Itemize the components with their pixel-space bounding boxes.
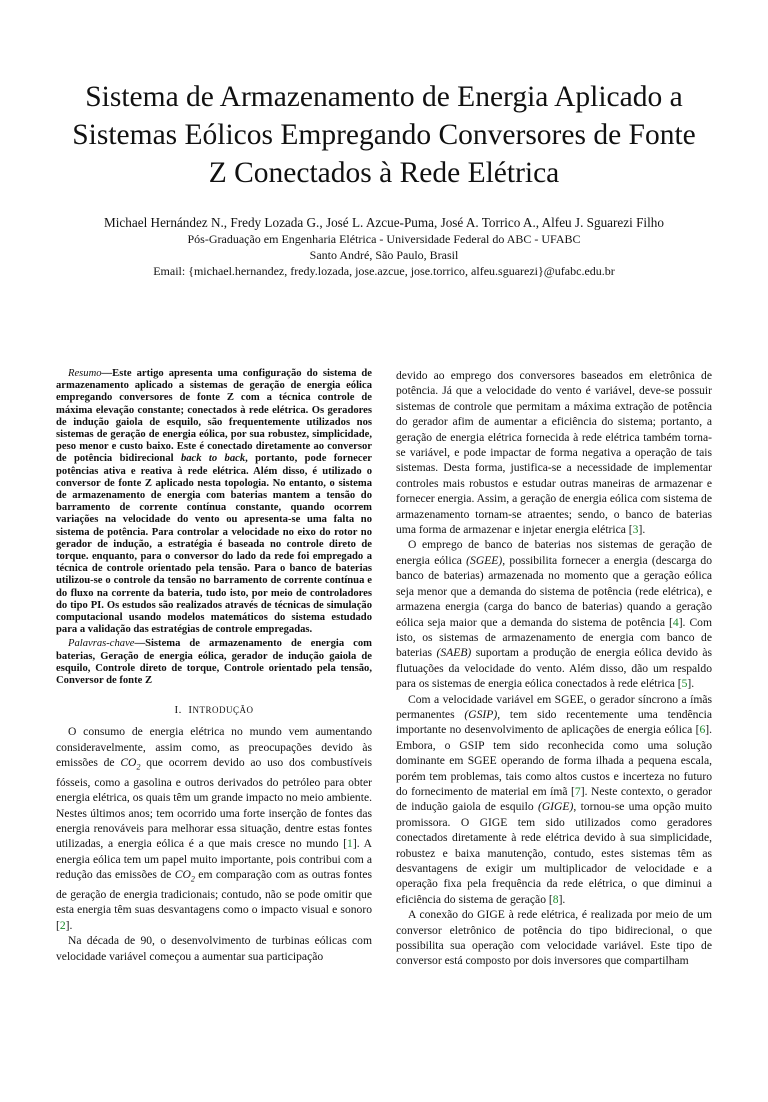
left-column <box>56 368 372 969</box>
formula-sub: 2 <box>190 874 195 884</box>
section-title-first: I <box>188 704 193 717</box>
text-run: ]. Neste contexto, o gerador de indução gaiola de esquilo <box>396 784 712 814</box>
abstract-text-1: —Este artigo apresenta uma configuração do sistema de armazenamento aplicado a sistemas de geração de energia eólica empregando conversores de fonte Z com a técnica controle de máxima elevação constante; conectados à rede elétrica. Os geradores de indução gaiola de esquilo, são frequentemente utilizados nos sistemas de geração de energia eólica, por sua robustez, simplicidade, peso menor e custo baixo. Este é conectado diretamente ao conversor de potência bidirecional <box>56 368 372 465</box>
keywords <box>56 638 372 687</box>
formula-sub: 2 <box>136 762 141 772</box>
text-run: devido ao emprego dos conversores baseados em eletrônica de potência. Já que a velocidade do vento é variável, deve-se possuir sistemas de controle que permitam a máxima extração de potência do gerador afim de aumentar a eficiência do sistema; portanto, a geração de energia elétrica fornecida à rede elétrica também torna-se variável, e pode impactar de forma negativa a operação de tais sistemas. Desta forma, justifica-se a necessidade de implementar controles mais robustos e estudar outras maneiras de armazenar e fornecer energia. Assim, a geração de energia eólica com sistema de armazenamento tornam-se atraentes; sendo, o banco de baterias uma forma de armazenar e injetar energia elétrica [ <box>396 369 712 537</box>
citation-link[interactable]: 6 <box>699 723 706 737</box>
acronym: (GSIP) <box>464 707 498 721</box>
text-run: Com a velocidade variável em SGEE, o gerador síncrono a ímãs permanentes <box>396 692 712 721</box>
text-run: , possibilita fornecer a energia (descarga do banco de baterias) armazenada no momento que a geração eólica seja menor que a demanda do sistema de potência (rede elétrica), e armazena energia (carga do banco de baterias) quando a geração eólica seja maior que a demanda do sistema de potência [ <box>396 553 712 629</box>
keywords-text: —Sistema de armazenamento de energia com baterias, Geração de energia eólica, gerador de indução gaiola de esquilo, Controle direto de torque, Controle orientado pela tensão, Conversor de fonte Z <box>56 638 372 687</box>
acronym: (GIGE) <box>537 800 574 814</box>
text-run: O emprego de banco de baterias nos sistemas de geração de energia eólica <box>396 538 712 567</box>
intro-paragraph-4 <box>396 692 712 908</box>
affiliation-email: Email: {michael.hernandez, fredy.lozada, jose.azcue, jose.torrico, alfeu.sguarezi}@ufabc.edu.br <box>153 264 615 278</box>
formula-base: CO <box>174 868 191 882</box>
text-run: ]. <box>638 523 646 537</box>
co2-formula <box>120 756 141 772</box>
text-run: que ocorrem devido ao uso dos combustíveis fósseis, como a gasolina e outros derivados do petróleo para obter energia elétrica, os quais têm um grande impacto no meio ambiente. Nestes últimos anos; tem ocorrido uma forte inserção de fontes das energia renováveis para melhorar essa situação, dentre estas fontes utilizadas, a energia eólica é a que mais cresce no mundo [ <box>56 756 372 851</box>
text-run: ]. A energia eólica tem um papel muito importante, pois contribui com a redução das emissões de <box>56 837 372 882</box>
author-list: Michael Hernández N., Fredy Lozada G., José L. Azcue-Puma, José A. Torrico A., Alfeu J. Sguarezi Filho <box>104 215 664 230</box>
section-heading-introduction <box>56 704 372 716</box>
section-numeral: I. <box>174 704 182 717</box>
acronym: (SAEB) <box>436 646 472 660</box>
paper-title <box>56 78 712 192</box>
paper-page <box>0 78 768 1102</box>
text-run: , tornou-se uma opção muito promissora. O GIGE tem sido utilizados como geradores conectados diretamente à rede elétrica devido à sua simplicidade, robustez e baixa manutenção, contudo, estes sistemas têm as desvantagens de exigir um multiplicador de velocidade e a operação fixa pela frequência da rede elétrica, o que diminui a eficiência do sistema de geração [ <box>396 800 712 906</box>
intro-paragraph-2: Na década de 90, o desenvolvimento de turbinas eólicas com velocidade variável começou a aumentar sua participação <box>56 934 372 963</box>
intro-paragraph-5: A conexão do GIGE à rede elétrica, é realizada por meio de um conversor eletrônico de potência do tipo bidirecional, o que possibilita sua operação com velocidade variável. Este tipo de conversor está composto por dois inversores que compartilham <box>396 908 712 968</box>
abstract <box>56 368 372 636</box>
text-run: ]. <box>558 892 566 906</box>
text-run: ]. Com isto, os sistemas de armazenamento de energia com banco de baterias <box>396 615 712 660</box>
text-run: ]. Embora, o GSIP tem sido reconhecida como uma solução dominante em SGEE operando de forma ilhada a pequena escala, porém tem problemas, tais como altos custos e incerteza no futuro do fornecimento de material em ímã [ <box>396 723 712 798</box>
abstract-text-2: , portanto, pode fornecer potências ativa e reativa à rede elétrica. Além disso, é utilizado o conversor de fonte Z aplicado nesta topologia. No entanto, o sistema de armazenamento de energia com baterias mantem a tensão do barramento de corrente contínua constante, quando ocorrem variações na velocidade do vento ou apresenta-se uma falta no sistema de potência. Para controlar a velocidade no eixo do rotor no gerador de indução, a estratégia é baseada no controle direto de torque. enquanto, para o conversor do lado da rede foi empregado a técnica de controle orientado pela tensão. Para o banco de baterias utilizou-se o controle da tensão no barramento de corrente contínua e do fluxo na corrente da bateria, tudo isto, por meio de controladores do tipo PI. Os estudos são realizados através de técnicas de simulação computacional usando modelos matemáticos do sistema estudado para a validação das estratégias de controle empregadas. <box>56 453 372 636</box>
text-run: suportam a produção de energia eólica devido às flutuações da velocidade do vento. Além disso, dão um respaldo para os sistemas de energia eólica conectados à rede elétrica [ <box>396 646 712 691</box>
affiliation-dept: Pós-Graduação em Engenharia Elétrica - Universidade Federal do ABC - UFABC <box>187 232 581 246</box>
citation-link[interactable]: 7 <box>574 784 581 798</box>
title-line-3: Z Conectados à Rede Elétrica <box>208 157 560 189</box>
title-line-1: Sistema de Armazenamento de Energia Aplicado a <box>85 81 683 113</box>
intro-paragraph-3 <box>396 537 712 691</box>
acronym: (SGEE) <box>466 553 503 567</box>
abstract-label: Resumo <box>68 368 102 379</box>
abstract-italic-term: back to back <box>180 453 246 465</box>
text-run: , tem sido recentemente uma tendência importante no desenvolvimento de aplicações de energia eólica [ <box>396 707 712 737</box>
text-run: em comparação com as outras fontes de geração de energia tradicionais; contudo, não se pode omitir que esta energia têm suas desvantagens como o impacto visual e sonoro [ <box>56 868 372 932</box>
co2-formula <box>174 868 195 884</box>
keywords-label: Palavras-chave <box>68 638 135 650</box>
right-column <box>396 368 712 969</box>
title-line-2: Sistemas Eólicos Empregando Conversores de Fonte <box>72 119 696 151</box>
citation-link[interactable]: 3 <box>632 523 639 537</box>
citation-link[interactable]: 8 <box>552 892 559 906</box>
intro-paragraph-2-cont <box>396 368 712 537</box>
text-run: ]. <box>65 918 73 932</box>
citation-link[interactable]: 5 <box>681 677 688 691</box>
formula-base: CO <box>120 756 137 770</box>
text-run: ]. <box>687 677 695 691</box>
citation-link[interactable]: 1 <box>347 837 353 851</box>
text-run: O consumo de energia elétrica no mundo vem aumentando consideravelmente, assim como, as preocupações devido às emissões de <box>56 725 372 770</box>
citation-link[interactable]: 2 <box>59 918 66 932</box>
two-column-body <box>56 368 712 969</box>
intro-paragraph-1 <box>56 724 372 933</box>
citation-link[interactable]: 4 <box>672 615 679 629</box>
affiliation-city: Santo André, São Paulo, Brasil <box>309 248 459 262</box>
section-title-rest: NTRODUÇÃO <box>192 705 254 716</box>
